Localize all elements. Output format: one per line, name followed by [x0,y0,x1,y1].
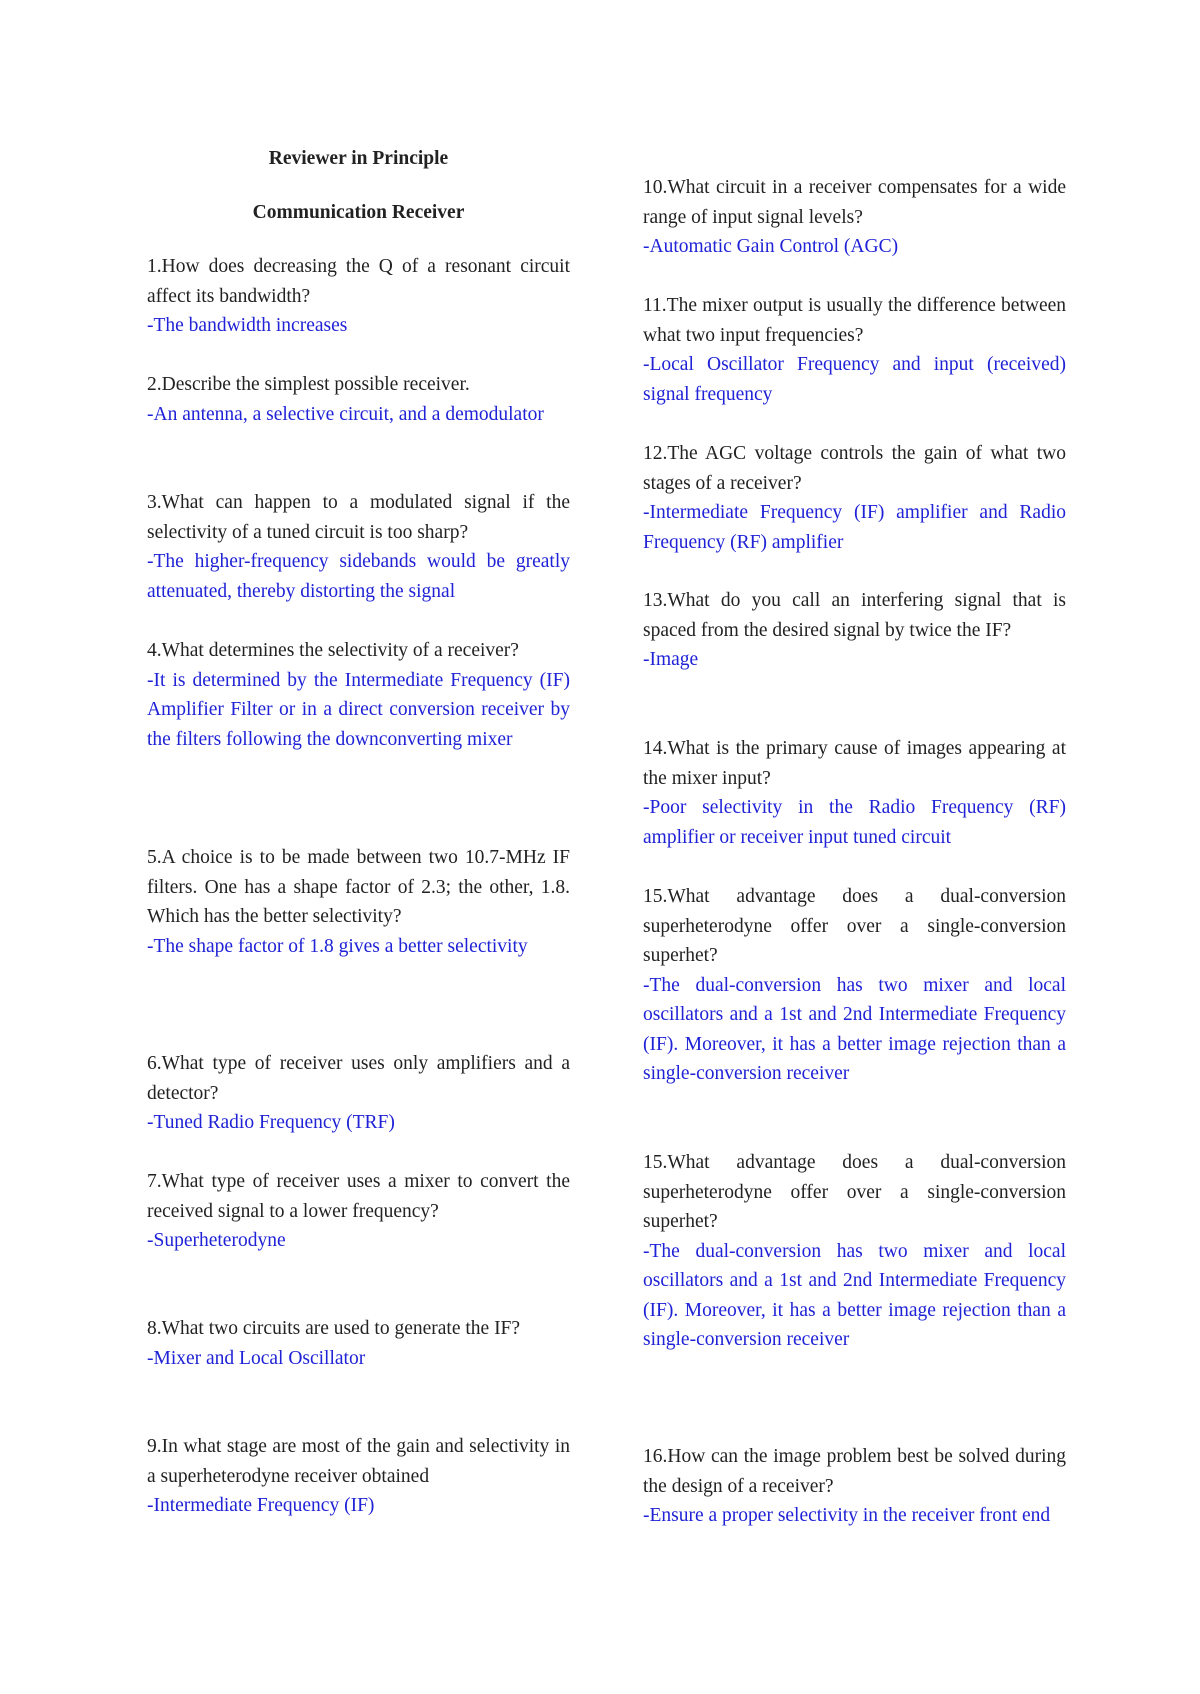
qa-item [147,636,570,754]
document-title-line1: Reviewer in Principle [268,148,449,169]
qa-item [643,173,1066,262]
answer-text: -Mixer and Local Oscillator [147,1347,366,1369]
answer-text: -The shape factor of 1.8 gives a better selectivity [147,935,528,957]
qa-item [643,1148,1066,1355]
qa-item [147,1432,570,1521]
answer-text: -An antenna, a selective circuit, and a demodulator [147,403,544,425]
question-text: 9.In what stage are most of the gain and selectivity in a superheterodyne receiver obtained [147,1436,570,1487]
qa-item [643,586,1066,675]
answer-text: -Intermediate Frequency (IF) [147,1495,375,1516]
qa-item [147,1314,570,1373]
question-text: 2.Describe the simplest possible receiver. [147,374,470,395]
answer-text: -Ensure a proper selectivity in the receiver front end [643,1505,1051,1526]
answer-text: -The bandwidth increases [147,315,348,336]
qa-item [147,370,570,429]
document-title-line2: Communication Receiver [252,202,465,223]
answer-text: -It is determined by the Intermediate Frequency (IF) Amplifier Filter or in a direct conversion receiver by the filters following the downconverting mixer [147,669,570,750]
qa-item [147,1049,570,1138]
qa-item [147,843,570,961]
answer-text: -Intermediate Frequency (IF) amplifier and Radio Frequency (RF) amplifier [643,502,1066,553]
answer-text: -Image [643,649,699,670]
question-text: 1.How does decreasing the Q of a resonant circuit affect its bandwidth? [147,256,570,307]
question-text: 6.What type of receiver uses only amplifiers and a detector? [147,1053,570,1104]
qa-item [643,882,1066,1089]
question-text: 16.How can the image problem best be solved during the design of a receiver? [643,1446,1066,1497]
answer-text: -The dual-conversion has two mixer and local oscillators and a 1st and 2nd Intermediate Frequency (IF). Moreover, it has a better image rejection than a single-conversion receiver [643,974,1066,1084]
answer-text: -Local Oscillator Frequency and input (received) signal frequency [643,354,1066,405]
answer-text: -Automatic Gain Control (AGC) [643,236,899,257]
question-text: 4.What determines the selectivity of a receiver? [147,640,519,661]
question-text: 15.What advantage does a dual-conversion superheterodyne offer over a single-conversion superhet? [643,886,1066,966]
answer-text: -The higher-frequency sidebands would be greatly attenuated, thereby distorting the signal [147,551,570,602]
question-text: 14.What is the primary cause of images appearing at the mixer input? [643,738,1066,789]
qa-item [643,439,1066,557]
answer-text: -Superheterodyne [147,1230,286,1251]
question-text: 5.A choice is to be made between two 10.7-MHz IF filters. One has a shape factor of 2.3; the other, 1.8. Which has the better selectivity? [147,847,570,927]
question-text: 8.What two circuits are used to generate the IF? [147,1318,521,1339]
question-text: 3.What can happen to a modulated signal if the selectivity of a tuned circuit is too sharp? [147,492,570,543]
question-text: 13.What do you call an interfering signal that is spaced from the desired signal by twice the IF? [643,590,1066,641]
answer-text: -Tuned Radio Frequency (TRF) [147,1112,395,1133]
qa-item [643,291,1066,409]
question-text: 11.The mixer output is usually the difference between what two input frequencies? [643,295,1066,346]
question-text: 15.What advantage does a dual-conversion superheterodyne offer over a single-conversion superhet? [643,1152,1066,1232]
question-text: 7.What type of receiver uses a mixer to convert the received signal to a lower frequency? [147,1171,570,1222]
qa-item [643,734,1066,852]
qa-item [643,1442,1066,1531]
qa-item [147,1167,570,1256]
qa-item [147,252,570,341]
answer-text: -Poor selectivity in the Radio Frequency (RF) amplifier or receiver input tuned circuit [643,797,1066,848]
question-text: 10.What circuit in a receiver compensates for a wide range of input signal levels? [643,177,1066,228]
question-text: 12.The AGC voltage controls the gain of what two stages of a receiver? [643,443,1066,494]
qa-item [147,488,570,606]
answer-text: -The dual-conversion has two mixer and local oscillators and a 1st and 2nd Intermediate Frequency (IF). Moreover, it has a better image rejection than a single-conversion receiver [643,1240,1066,1350]
